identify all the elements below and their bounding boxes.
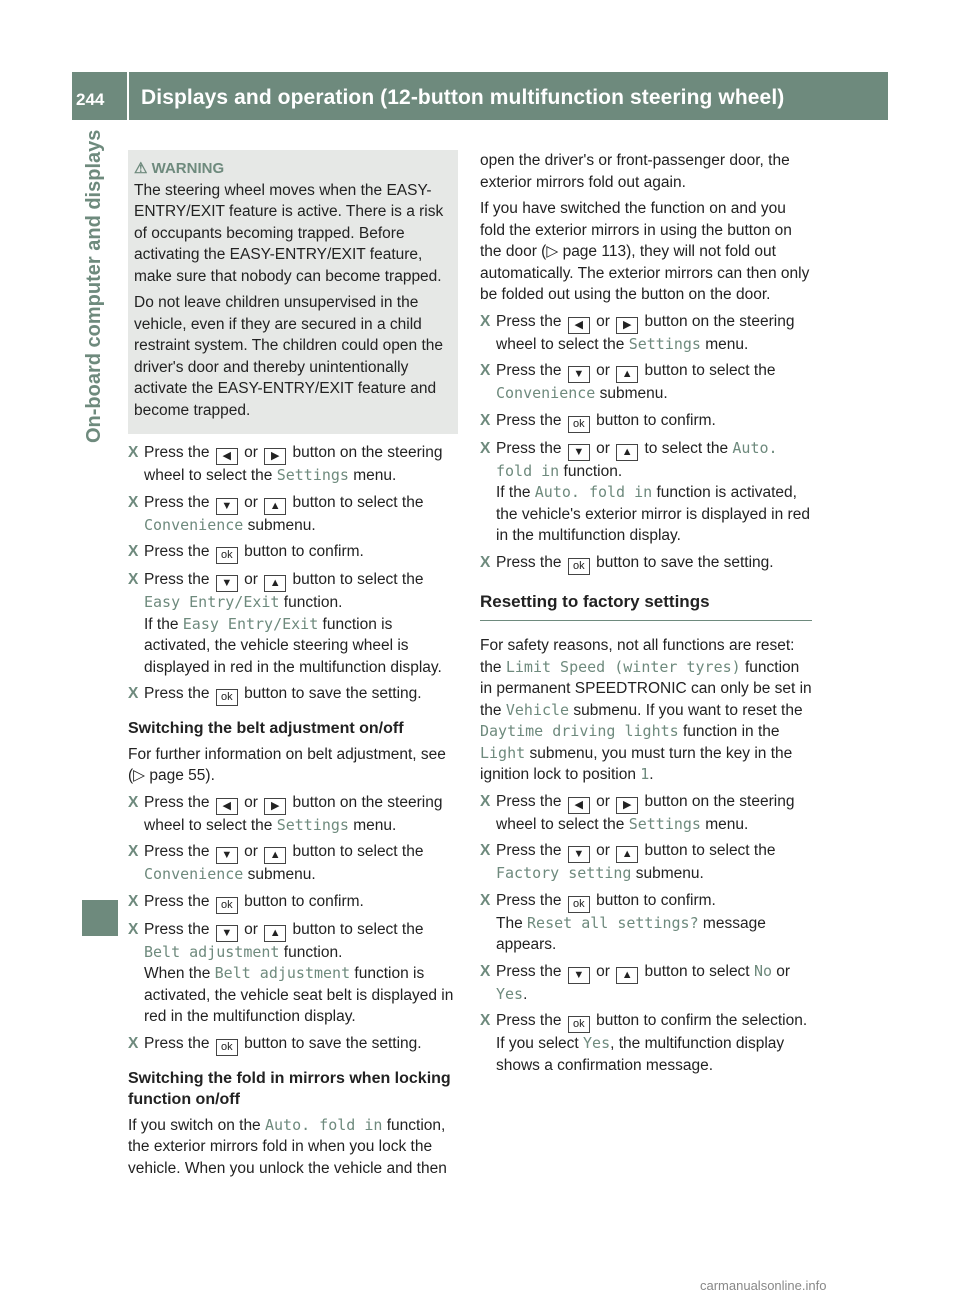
text: Press the [496,1012,566,1029]
menu-term: Settings [628,334,701,353]
text: button to save the setting. [239,1034,422,1052]
step-note [144,614,458,679]
text: submenu. [595,385,668,402]
left-column [128,150,458,1184]
bullet-icon: X [128,1034,139,1052]
menu-term: Factory setting [496,864,632,882]
up-key-icon: ▲ [264,925,286,942]
text: function is activated, the vehicle seat belt is displayed in red in the multifunction display. [144,965,454,1025]
fold-intro [128,1115,458,1180]
down-key-icon: ▼ [216,575,238,592]
menu-term: Settings [276,815,349,834]
bullet-icon: X [480,312,491,330]
page-number: 244 [76,90,105,109]
menu-term: Limit Speed (winter tyres) [505,657,741,676]
step [128,492,458,537]
step-note [144,963,458,1028]
menu-term: Light [480,743,526,762]
text: Press the [496,411,566,429]
text: function. [279,594,343,611]
up-key-icon: ▲ [264,575,286,592]
text: If you select [496,1035,584,1052]
bullet-icon: X [480,1012,491,1029]
text: or [239,444,263,461]
text: The [496,914,528,932]
bullet-icon: X [480,439,491,457]
text: or [591,439,615,457]
menu-term: Reset all settings? [527,913,699,932]
menu-term: Convenience [496,384,596,402]
text: or [239,920,263,938]
page-title: Displays and operation (12-button multifunction steering wheel) [141,86,785,109]
text: or [591,792,615,810]
menu-term: Yes [496,984,524,1003]
text: Press the [144,543,214,560]
left-key-icon: ◀ [216,798,238,815]
watermark: carmanualsonline.info [700,1278,827,1293]
up-key-icon: ▲ [616,846,638,863]
up-key-icon: ▲ [616,444,638,461]
menu-term: Vehicle [505,700,570,719]
fold-continued: open the driver's or front-passenger door, the exterior mirrors fold out again. [480,152,790,191]
step [480,438,812,547]
text: button to select the [288,843,424,860]
up-key-icon: ▲ [616,366,638,383]
warning-text-1: The steering wheel moves when the EASY-ENTRY/EXIT feature is active. There is a risk of occupants becoming trapped. Before activating the EASY-ENTRY/EXIT feature, make sure that nobody can become trapped. [134,181,444,285]
menu-term: Belt adjustment [214,964,351,982]
menu-term: Convenience [144,515,244,534]
ok-key-icon: ok [568,558,590,575]
text: button to select the [288,920,424,938]
bullet-icon: X [480,362,491,379]
text: function. [559,462,623,480]
text: submenu, you must turn the key in the ignition lock to position [480,744,793,783]
menu-term: Easy Entry/Exit [144,593,280,611]
bullet-icon: X [128,493,139,511]
menu-term: No [753,961,772,980]
down-key-icon: ▼ [216,498,238,515]
menu-term: Yes [583,1034,611,1052]
step [480,410,812,433]
warning-text-2: Do not leave children unsupervised in the vehicle, even if they are secured in a child restraint system. The children could open the driver's door and thereby unintentionally activate the EASY-ENTRY/EXIT feature and become trapped. [134,294,444,419]
step [128,442,458,487]
ok-key-icon: ok [568,896,590,913]
text: Press the [144,444,214,461]
text: button to save the setting. [591,553,774,571]
text: Press the [144,843,214,860]
text: button to confirm. [591,411,716,429]
text: . [649,766,654,783]
text: submenu. If you want to reset the [569,701,803,719]
right-key-icon: ▶ [616,797,638,814]
right-key-icon: ▶ [616,317,638,334]
text: button to select [640,962,754,980]
header-divider [127,72,129,120]
text: or [591,962,615,980]
text: Press the [144,1034,214,1052]
text: When the [144,965,215,982]
menu-term: Convenience [144,865,244,883]
side-marker [82,900,118,936]
text: function. [279,943,343,961]
text: submenu. [243,866,316,883]
bullet-icon: X [480,891,491,909]
step [128,541,458,564]
text: menu. [348,816,397,834]
ok-key-icon: ok [216,547,238,564]
heading-fold: Switching the fold in mirrors when locking function on/off [128,1069,451,1108]
text: . [523,985,528,1003]
right-column [480,150,812,1081]
text: button to confirm. [591,891,716,909]
bullet-icon: X [128,793,139,811]
menu-term: Settings [628,814,701,833]
text: If the [496,484,535,501]
text: or [239,843,263,860]
text: button on the steering wheel to select the [144,793,443,834]
text: menu. [700,815,749,833]
bullet-icon: X [480,842,491,859]
text: or [239,793,263,811]
text: menu. [700,335,749,353]
step [480,311,812,356]
warning-icon: ⚠ [134,160,152,177]
text: For safety reasons, not all functions are reset: the [480,637,795,676]
text: button to confirm the selection. [591,1012,808,1029]
text: Press the [496,792,566,810]
bullet-icon: X [128,685,139,702]
text: Press the [144,920,214,938]
text: submenu. [631,865,704,882]
step [128,569,458,678]
step [128,919,458,1028]
text: Press the [496,962,566,980]
text: Press the [496,362,566,379]
text: Press the [496,891,566,909]
text: button to select the [288,493,424,511]
ok-key-icon: ok [216,897,238,914]
down-key-icon: ▼ [568,967,590,984]
ok-key-icon: ok [568,416,590,433]
step [128,1033,458,1056]
text: or [239,493,263,511]
menu-term: Auto. fold in [496,438,778,480]
right-key-icon: ▶ [264,448,286,465]
step-note [496,1033,812,1076]
text: Press the [496,553,566,571]
text: button on the steering wheel to select the [496,312,795,353]
text: to select the [640,439,733,457]
text: or [591,312,615,330]
up-key-icon: ▲ [264,847,286,864]
step [480,840,812,885]
step [128,841,458,886]
text: Press the [144,571,214,588]
text: button to confirm. [239,892,364,910]
down-key-icon: ▼ [216,847,238,864]
text: button to select the [288,571,424,588]
text: or [591,362,615,379]
text: or [772,962,791,980]
bullet-icon: X [128,571,139,588]
text: Press the [144,892,214,910]
step-note [496,913,812,956]
text: function is activated, the vehicle steering wheel is displayed in red in the multifunction display. [144,615,442,676]
menu-term: Belt adjustment [144,942,280,961]
left-key-icon: ◀ [568,797,590,814]
text: function, the exterior mirrors fold in when you lock the vehicle. When you unlock the vehicle and then [128,1116,447,1177]
menu-term: Daytime driving lights [480,722,679,740]
text: button on the steering wheel to select the [496,792,795,833]
down-key-icon: ▼ [568,444,590,461]
text: If you switch on the [128,1116,265,1134]
text: Press the [496,842,566,859]
text: or [591,842,615,859]
text: button on the steering wheel to select the [144,444,443,484]
bullet-icon: X [480,792,491,810]
text: button to confirm. [239,543,364,560]
up-key-icon: ▲ [616,967,638,984]
ok-key-icon: ok [568,1016,590,1033]
text: function in the [678,723,780,740]
warning-box [128,150,458,434]
bullet-icon: X [128,543,139,560]
text: button to save the setting. [239,685,422,702]
belt-intro: For further information on belt adjustment, see (▷ page 55). [128,745,446,784]
heading-reset: Resetting to factory settings [480,591,812,622]
step [128,792,458,837]
text: If the [144,615,183,633]
bullet-icon: X [480,411,491,429]
step [480,360,812,405]
text: menu. [348,467,397,484]
text: , the multifunction display shows a confirmation message. [496,1035,785,1074]
text: Press the [496,439,566,457]
bullet-icon: X [480,962,491,980]
side-chapter-label: On-board computer and displays [83,130,105,444]
fold-paragraph: If you have switched the function on and you fold the exterior mirrors in using the button on the door (▷ page 113), they will not fold out automatically. The exterior mirrors can then only be folded out using the button on the door. [480,200,810,303]
text: function is activated, the vehicle's exterior mirror is displayed in red in the multifunction display. [496,484,810,544]
bullet-icon: X [480,553,491,571]
step [480,791,812,836]
left-key-icon: ◀ [216,448,238,465]
right-key-icon: ▶ [264,798,286,815]
menu-term: 1 [640,765,650,783]
step [480,890,812,956]
down-key-icon: ▼ [568,846,590,863]
warning-title: ⚠ WARNING [134,160,225,177]
text: Press the [144,685,214,702]
reset-intro [480,635,812,786]
menu-term: Settings [276,466,349,484]
menu-term: Easy Entry/Exit [182,614,319,633]
text: button to select the [640,362,776,379]
bullet-icon: X [128,920,139,938]
up-key-icon: ▲ [264,498,286,515]
heading-belt: Switching the belt adjustment on/off [128,720,404,737]
text: function in permanent SPEEDTRONIC can only be set in the [480,658,812,719]
step [480,552,812,575]
left-key-icon: ◀ [568,317,590,334]
step-note [496,482,812,547]
text: Press the [144,493,214,511]
bullet-icon: X [128,892,139,910]
text: submenu. [243,516,316,534]
text: Press the [144,793,214,811]
step [128,683,458,706]
text: or [239,571,263,588]
down-key-icon: ▼ [568,366,590,383]
bullet-icon: X [128,444,139,461]
step [128,891,458,914]
down-key-icon: ▼ [216,925,238,942]
bullet-icon: X [128,843,139,860]
menu-term: Auto. fold in [265,1115,383,1134]
text: button to select the [640,842,776,859]
menu-term: Auto. fold in [534,483,653,501]
ok-key-icon: ok [216,1039,238,1056]
step [480,1010,812,1076]
ok-key-icon: ok [216,689,238,706]
text: Press the [496,312,566,330]
text: message appears. [496,914,766,953]
step [480,961,812,1006]
